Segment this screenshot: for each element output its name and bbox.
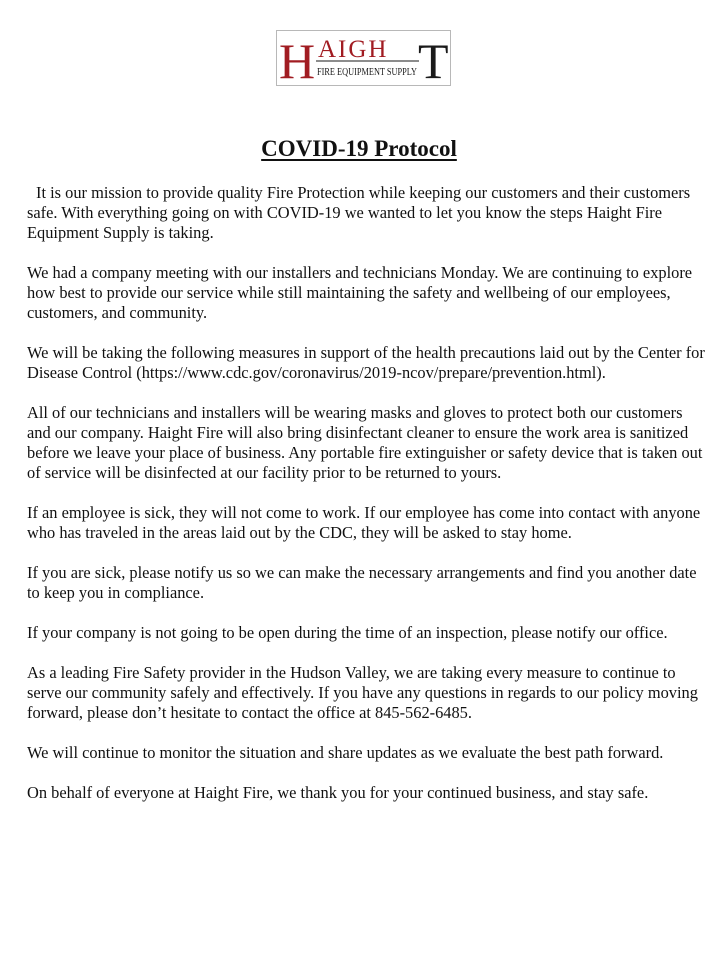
paragraph-masks-gloves: All of our technicians and installers will be wearing masks and gloves to protect both our customers and our company. Haight Fire will also bring disinfectant cleaner to ensure the work area is sanitized before we leave your place of business. Any portable fire extinguisher or safety device that is taken out of service will be disinfected at our facility prior to be returned to yours. [27,403,703,482]
paragraph-thank-you: On behalf of everyone at Haight Fire, we thank you for your continued business, and stay safe. [27,783,649,802]
svg-text:T: T [418,33,449,86]
paragraph-cdc-measures: We will be taking the following measures in support of the health precautions laid out by the Center for Disease Control (https://www.cdc.gov/coronavirus/2019-ncov/prepare/prevention.html). [27,343,705,382]
paragraph-company-meeting: We had a company meeting with our installers and technicians Monday. We are continuing to explore how best to provide our service while still maintaining the safety and wellbeing of our employees, customers, and community. [27,263,693,322]
paragraph-customer-sick: If you are sick, please notify us so we can make the necessary arrangements and find you another date to keep you in compliance. [27,563,697,602]
svg-text:H: H [279,33,316,86]
svg-text:AIGH: AIGH [318,36,389,63]
paragraph-company-closed: If your company is not going to be open during the time of an inspection, please notify our office. [27,623,668,642]
paragraph-employee-sick: If an employee is sick, they will not come to work. If our employee has come into contact with anyone who has traveled in the areas laid out by the CDC, they will be asked to stay home. [27,503,701,542]
paragraph-monitor: We will continue to monitor the situation and share updates as we evaluate the best path forward. [27,743,664,762]
paragraph-mission: It is our mission to provide quality Fire Protection while keeping our customers and their customers safe. With everything going on with COVID-19 we wanted to let you know the steps Haight Fire Equipment Supply is taking. [27,183,691,242]
svg-text:FIRE EQUIPMENT SUPPLY: FIRE EQUIPMENT SUPPLY [317,67,417,78]
document-body [27,183,707,823]
haight-logo-graphic [276,30,451,86]
company-logo [276,30,451,86]
document-title: COVID-19 Protocol [261,136,457,161]
paragraph-contact: As a leading Fire Safety provider in the Hudson Valley, we are taking every measure to continue to serve our community safely and effectively. If you have any questions in regards to our policy moving forward, please don’t hesitate to contact the office at 845-562-6485. [27,663,698,722]
